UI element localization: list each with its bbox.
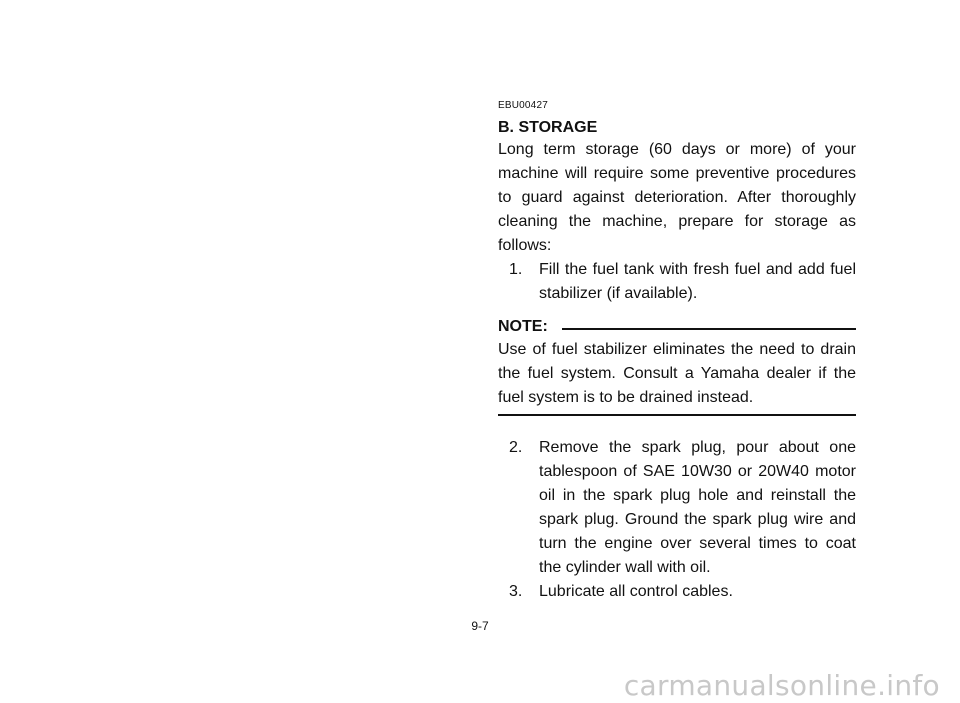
note-header	[498, 316, 856, 338]
list-item-number: 1.	[509, 261, 523, 278]
list-item	[498, 436, 856, 580]
list-item-number: 3.	[509, 583, 523, 600]
note-rule-top	[562, 328, 856, 330]
list-item-text: Fill the fuel tank with fresh fuel and add fuel stabilizer (if available).	[539, 261, 856, 302]
watermark: carmanualsonline.info	[623, 669, 940, 702]
section-heading: B. STORAGE	[498, 119, 598, 136]
storage-section	[498, 100, 856, 604]
intro-paragraph: Long term storage (60 days or more) of your machine will require some preventive procedures to guard against deterioration. After thoroughly cleaning the machine, prepare for storage as follows:	[498, 141, 856, 254]
note-body: Use of fuel stabilizer eliminates the need to drain the fuel system. Consult a Yamaha dealer if the fuel system is to be drained instead.	[498, 341, 856, 406]
list-item	[498, 580, 856, 604]
list-item-text: Remove the spark plug, pour about one tablespoon of SAE 10W30 or 20W40 motor oil in the spark plug hole and reinstall the spark plug. Ground the spark plug wire and turn the engine over several times to coat the cylinder wall with oil.	[539, 439, 856, 576]
list-item	[498, 258, 856, 306]
note-rule-bottom	[498, 414, 856, 416]
section-code: EBU00427	[498, 100, 548, 111]
page-number: 9-7	[471, 619, 489, 633]
list-item-text: Lubricate all control cables.	[539, 583, 733, 600]
list-item-number: 2.	[509, 439, 523, 456]
note-title: NOTE:	[498, 318, 548, 335]
